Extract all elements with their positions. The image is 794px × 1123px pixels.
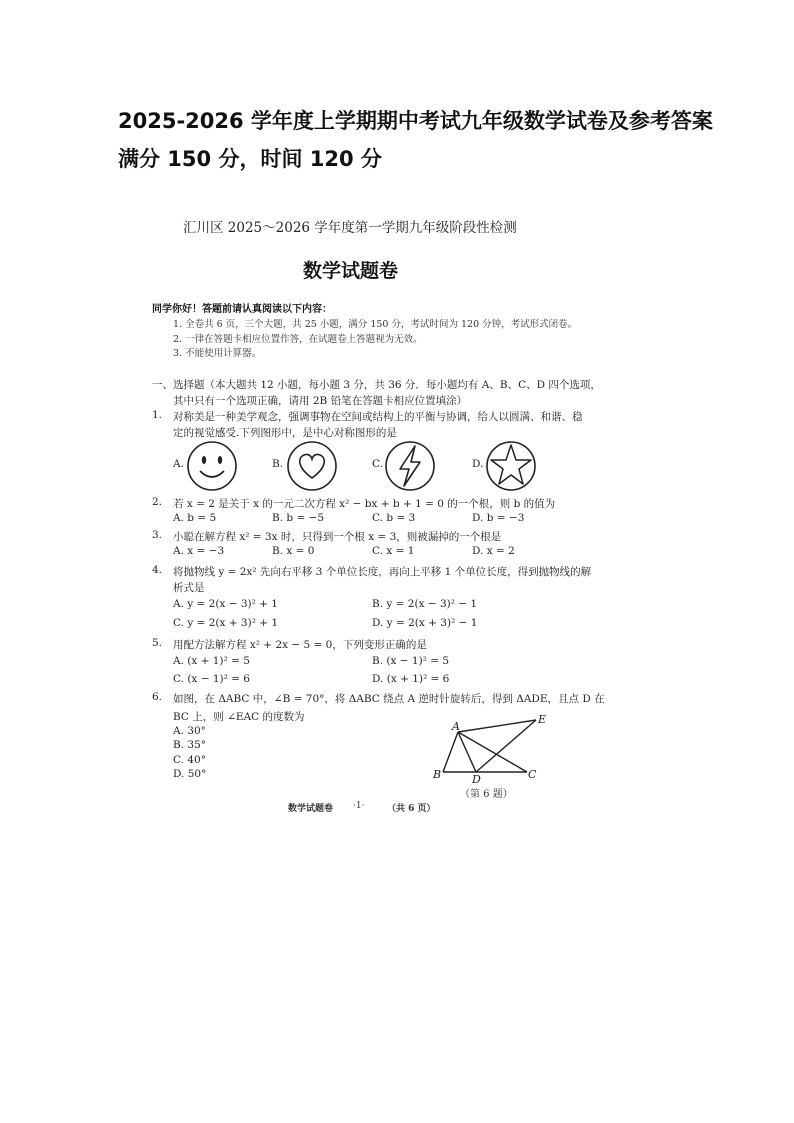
figure-caption: （第 6 题） <box>460 789 513 800</box>
footer-total-pages: （共 6 页） <box>387 804 436 814</box>
question-stem-line2: 析式是 <box>173 582 205 594</box>
option-d: D. 50° <box>173 768 207 780</box>
question-stem: 如图，在 ΔABC 中，∠B = 70°，将 ΔABC 绕点 A 逆时针旋转后，得到 ΔADE，且点 D 在 <box>173 693 605 705</box>
question-number: 2. <box>152 496 163 508</box>
notice-item: 2. 一律在答题卡相应位置作答，在试题卷上答题视为无效。 <box>173 334 423 345</box>
option-b: B. x = 0 <box>272 545 315 557</box>
option-c: C. b = 3 <box>372 512 416 524</box>
option-d: D. (x + 1)² = 6 <box>372 673 450 685</box>
option-a: A. x = −3 <box>173 545 225 557</box>
option-d: D. b = −3 <box>472 512 525 524</box>
question-stem-line2: BC 上，则 ∠EAC 的度数为 <box>173 711 305 723</box>
option-label: C. <box>372 458 383 470</box>
question-stem: 对称美是一种美学观念，强调事物在空间或结构上的平衡与协调，给人以圆满、和谐、稳 <box>173 411 583 423</box>
option-c: C. x = 1 <box>372 545 415 557</box>
footer-name: 数学试题卷 <box>288 804 334 814</box>
lightning-in-circle-icon <box>384 440 436 492</box>
option-label: A. <box>173 458 184 470</box>
star-in-circle-icon <box>485 440 537 492</box>
question-number: 3. <box>152 529 163 541</box>
section-heading-line2: 其中只有一个选项正确，请用 2B 铅笔在答题卡相应位置填涂） <box>173 395 468 407</box>
option-a: A. (x + 1)² = 5 <box>173 655 250 667</box>
option-a: A. b = 5 <box>173 512 217 524</box>
exam-title: 数学试题卷 <box>303 260 399 282</box>
segment-ab <box>443 732 458 772</box>
section-heading: 一、选择题（本大题共 12 小题，每小题 3 分，共 36 分．每小题均有 A、B、C、D 四个选项， <box>152 379 601 391</box>
option-c: C. (x − 1)² = 6 <box>173 673 250 685</box>
document-title: 2025-2026 学年度上学期期中考试九年级数学试卷及参考答案 满分 150 分，时间 120 分 <box>118 109 713 171</box>
option-c: C. 40° <box>173 754 206 766</box>
option-label: D. <box>472 458 484 470</box>
heart-in-circle-icon <box>286 440 338 492</box>
notice-heading: 同学你好！答题前请认真阅读以下内容： <box>152 304 332 315</box>
point-label-a: A <box>452 720 460 733</box>
option-d: D. y = 2(x + 3)² − 1 <box>372 617 478 629</box>
question-number: 5. <box>152 637 163 649</box>
point-label-e: E <box>538 713 547 726</box>
option-b: B. y = 2(x − 3)² − 1 <box>372 598 478 610</box>
notice-item: 3. 不能使用计算器。 <box>173 348 262 359</box>
option-b: B. b = −5 <box>272 512 325 524</box>
question-stem: 用配方法解方程 x² + 2x − 5 = 0，下列变形正确的是 <box>173 639 427 651</box>
exam-subtitle: 汇川区 2025～2026 学年度第一学期九年级阶段性检测 <box>183 220 517 236</box>
question-number: 1. <box>152 409 163 421</box>
question-stem: 若 x = 2 是关于 x 的一元二次方程 x² − bx + b + 1 = 0 的一个根，则 b 的值为 <box>173 498 556 510</box>
notice-item: 1. 全卷共 6 页，三个大题，共 25 小题，满分 150 分，考试时间为 120 分钟，考试形式闭卷。 <box>173 319 578 330</box>
point-label-b: B <box>433 768 442 781</box>
option-a: A. y = 2(x − 3)² + 1 <box>173 598 278 610</box>
option-d: D. x = 2 <box>472 545 515 557</box>
point-label-d: D <box>472 773 481 786</box>
smiley-face-icon <box>186 440 238 492</box>
triangle-rotation-figure <box>428 712 558 786</box>
point-label-c: C <box>528 768 537 781</box>
question-stem-line2: 定的视觉感受.下列图形中，是中心对称图形的是 <box>173 427 397 439</box>
segment-ac <box>458 732 527 772</box>
question-number: 6. <box>152 691 163 703</box>
option-a: A. 30° <box>173 725 206 737</box>
question-stem: 小聪在解方程 x² = 3x 时，只得到一个根 x = 3，则被漏掉的一个根是 <box>173 531 502 543</box>
option-b: B. (x − 1)² = 5 <box>372 655 450 667</box>
footer-page-number: ·1· <box>353 801 365 811</box>
question-number: 4. <box>152 564 163 576</box>
question-stem: 将抛物线 y = 2x² 先向右平移 3 个单位长度，再向上平移 1 个单位长度，得到抛物线的解 <box>173 566 592 578</box>
option-b: B. 35° <box>173 739 207 751</box>
option-c: C. y = 2(x + 3)² + 1 <box>173 617 279 629</box>
option-label: B. <box>272 458 284 470</box>
